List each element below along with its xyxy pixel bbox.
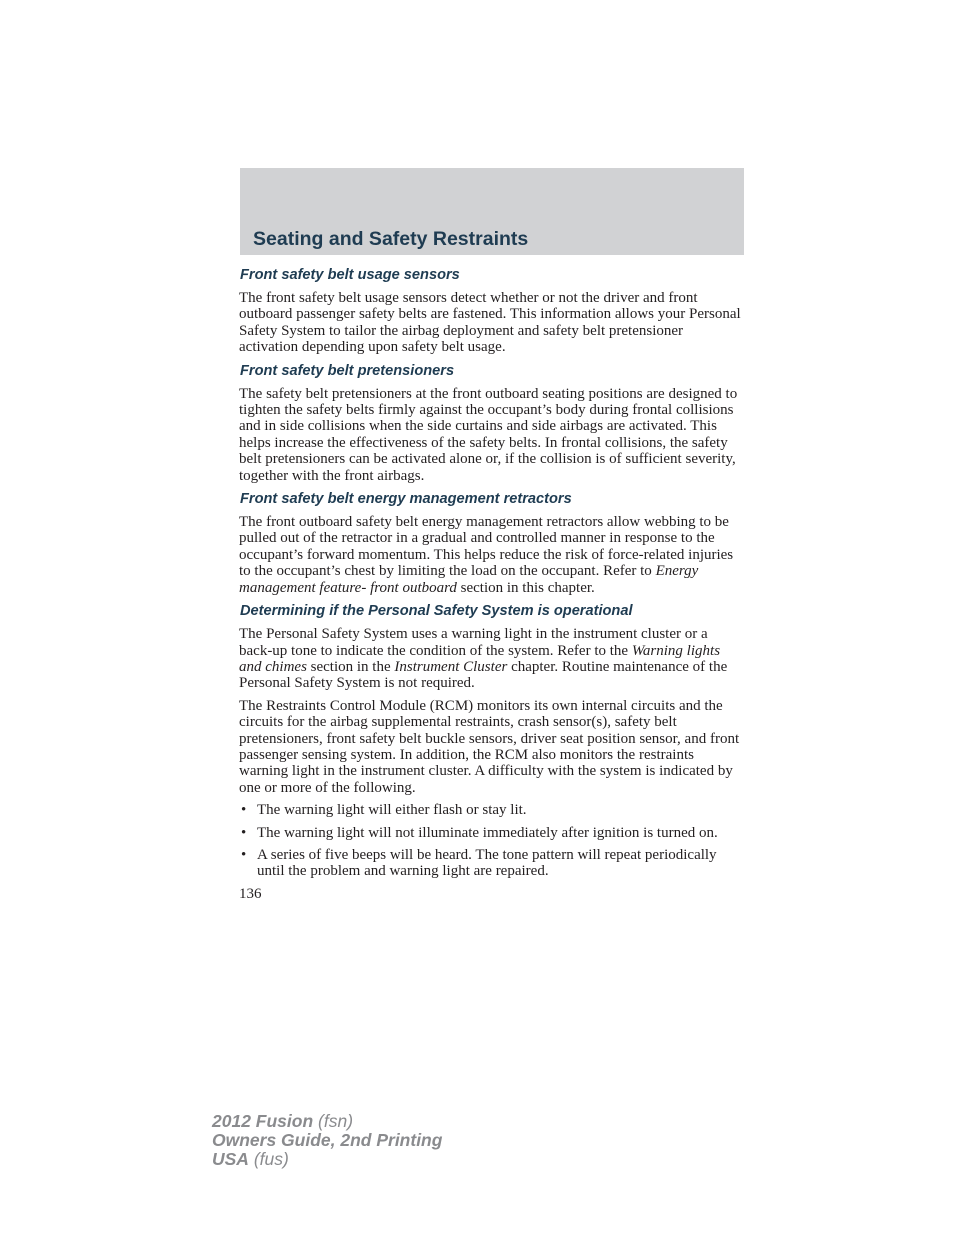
cross-reference-instrument-cluster: Instrument Cluster — [394, 658, 508, 675]
paragraph-text: section in this chapter. — [456, 579, 595, 596]
footer-line-guide — [212, 1131, 442, 1150]
list-item — [239, 847, 744, 880]
section-paragraph-pretensioners: The safety belt pretensioners at the front outboard seating positions are designed to tighten the safety belts firmly against the occupant’s body during frontal collisions and in side collisions when the side curtains and side airbags are activated. This helps increase the effectiveness of the safety belts. In frontal collisions, the safety belt pretensioners can be activated alone or, if the collision is of sufficient severity, together with the front airbags. — [239, 385, 738, 484]
chapter-header-band — [240, 168, 744, 255]
section-heading-pretensioners: Front safety belt pretensioners — [240, 362, 455, 379]
section-paragraph-usage-sensors: The front safety belt usage sensors detect whether or not the driver and front outboard passenger safety belts are fastened. This information allows your Personal Safety System to tailor the airbag deployment and safety belt pretensioner activation depending upon safety belt usage. — [239, 290, 741, 356]
page-number: 136 — [239, 885, 262, 902]
chapter-title: Seating and Safety Restraints — [253, 228, 529, 250]
footer-model-title: 2012 Fusion — [212, 1111, 314, 1131]
footer-line-model — [212, 1112, 442, 1131]
section-heading-energy-retractors: Front safety belt energy management retractors — [240, 491, 572, 508]
paragraph-text: section in the — [306, 658, 395, 675]
cross-reference-energy-management: Energy management feature- front outboard — [239, 563, 699, 596]
section-heading-system-operational: Determining if the Personal Safety System is operational — [240, 603, 633, 620]
list-item-text: A series of five beeps will be heard. The tone pattern will repeat periodically until the problem and warning light are repaired. — [257, 846, 717, 880]
paragraph-text: The front outboard safety belt energy management retractors allow webbing to be pulled out of the retractor in a gradual and controlled manner in response to the occupant’s forward momentum. This helps reduce the risk of force-related injuries to the occupant’s chest by limiting the load on the occupant. Refer to — [239, 514, 734, 580]
symptom-list — [239, 802, 744, 880]
document-footer — [212, 1112, 442, 1169]
footer-market-code: (fus) — [253, 1149, 289, 1169]
section-heading-usage-sensors: Front safety belt usage sensors — [240, 267, 460, 283]
footer-market-title: USA — [212, 1149, 249, 1169]
bullet-icon: • — [241, 802, 247, 819]
section-paragraph-warning-light — [239, 626, 744, 692]
list-item-text: The warning light will either flash or stay lit. — [257, 802, 527, 819]
footer-model-code: (fsn) — [318, 1111, 354, 1131]
list-item-text: The warning light will not illuminate immediately after ignition is turned on. — [257, 824, 718, 841]
list-item — [239, 825, 744, 841]
list-item — [239, 802, 744, 818]
paragraph-text: The Personal Safety System uses a warning light in the instrument cluster or a back-up tone to indicate the condition of the system. Refer to the — [239, 626, 708, 659]
footer-line-market — [212, 1150, 442, 1169]
section-paragraph-rcm: The Restraints Control Module (RCM) monitors its own internal circuits and the circuits for the airbag supplemental restraints, crash sensor(s), safety belt pretensioners, front safety belt buckle sensors, driver seat position sensor, and front passenger sensing system. In addition, the RCM also monitors the restraints warning light in the instrument cluster. A difficulty with the system is indicated by one or more of the following. — [239, 697, 740, 796]
bullet-icon: • — [241, 846, 247, 863]
footer-guide-title: Owners Guide, 2nd Printing — [212, 1130, 443, 1150]
cross-reference-warning-lights: Warning lights and chimes — [239, 642, 721, 675]
paragraph-text: chapter. Routine maintenance of the Personal Safety System is not required. — [239, 658, 728, 692]
bullet-icon: • — [241, 824, 247, 841]
section-paragraph-energy-retractors — [239, 514, 744, 596]
page-content — [239, 266, 744, 902]
